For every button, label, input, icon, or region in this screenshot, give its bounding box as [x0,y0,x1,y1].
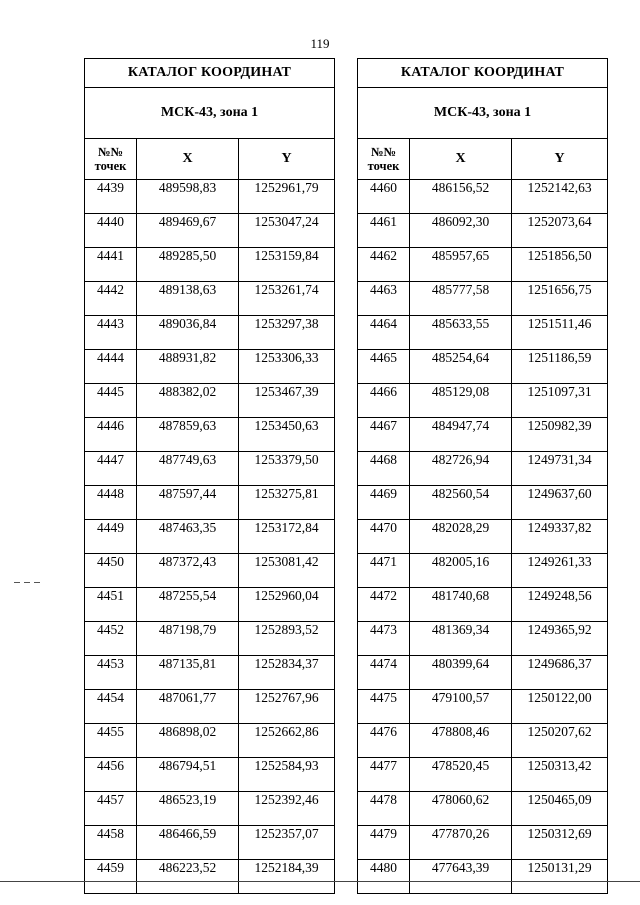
column-header-x: X [137,139,239,180]
y-coordinate-cell: 1251656,75 [512,282,608,316]
y-coordinate-cell: 1250312,69 [512,826,608,860]
point-number-cell: 4439 [85,180,137,214]
x-coordinate-cell: 485254,64 [410,350,512,384]
table-row [85,452,335,486]
table-row [85,520,335,554]
point-number-cell: 4461 [358,214,410,248]
y-coordinate-cell: 1249261,33 [512,554,608,588]
coordinate-catalog-right [357,58,608,894]
x-coordinate-cell: 489598,83 [137,180,239,214]
x-coordinate-cell: 488931,82 [137,350,239,384]
catalog-title: КАТАЛОГ КООРДИНАТ [85,59,335,88]
y-coordinate-cell: 1250982,39 [512,418,608,452]
table-row [358,554,608,588]
table-row [85,758,335,792]
table-row [358,418,608,452]
table-row [85,248,335,282]
x-coordinate-cell: 485129,08 [410,384,512,418]
point-number-cell: 4463 [358,282,410,316]
x-coordinate-cell: 478520,45 [410,758,512,792]
y-coordinate-cell: 1251097,31 [512,384,608,418]
y-coordinate-cell: 1252893,52 [239,622,335,656]
x-coordinate-cell: 482028,29 [410,520,512,554]
y-coordinate-cell: 1250465,09 [512,792,608,826]
x-coordinate-cell: 487255,54 [137,588,239,622]
table-row [85,622,335,656]
y-coordinate-cell: 1249686,37 [512,656,608,690]
point-number-cell: 4473 [358,622,410,656]
table-row [358,860,608,894]
x-coordinate-cell: 477643,39 [410,860,512,894]
table-row [85,724,335,758]
y-coordinate-cell: 1252073,64 [512,214,608,248]
table-row [85,554,335,588]
table-row [85,860,335,894]
y-coordinate-cell: 1249365,92 [512,622,608,656]
y-coordinate-cell: 1253081,42 [239,554,335,588]
table-row [358,350,608,384]
y-coordinate-cell: 1249248,56 [512,588,608,622]
point-number-cell: 4445 [85,384,137,418]
point-number-cell: 4450 [85,554,137,588]
y-coordinate-cell: 1253159,84 [239,248,335,282]
y-coordinate-cell: 1252960,04 [239,588,335,622]
point-number-cell: 4478 [358,792,410,826]
y-coordinate-cell: 1253379,50 [239,452,335,486]
x-coordinate-cell: 487597,44 [137,486,239,520]
y-coordinate-cell: 1252767,96 [239,690,335,724]
y-coordinate-cell: 1253047,24 [239,214,335,248]
column-header-points-label: точек [94,159,127,173]
y-coordinate-cell: 1252357,07 [239,826,335,860]
table-row [85,826,335,860]
point-number-cell: 4459 [85,860,137,894]
point-number-cell: 4446 [85,418,137,452]
point-number-cell: 4451 [85,588,137,622]
table-row [358,724,608,758]
coordinate-catalog-left [84,58,335,894]
column-header-y: Y [239,139,335,180]
table-row [85,316,335,350]
point-number-cell: 4441 [85,248,137,282]
table-row [85,214,335,248]
x-coordinate-cell: 478808,46 [410,724,512,758]
y-coordinate-cell: 1250122,00 [512,690,608,724]
y-coordinate-cell: 1253275,81 [239,486,335,520]
catalog-title: КАТАЛОГ КООРДИНАТ [358,59,608,88]
point-number-cell: 4480 [358,860,410,894]
point-number-cell: 4442 [85,282,137,316]
point-number-cell: 4453 [85,656,137,690]
table-row [358,452,608,486]
x-coordinate-cell: 486156,52 [410,180,512,214]
y-coordinate-cell: 1250207,62 [512,724,608,758]
point-number-cell: 4462 [358,248,410,282]
point-number-cell: 4449 [85,520,137,554]
point-number-cell: 4456 [85,758,137,792]
point-number-cell: 4475 [358,690,410,724]
x-coordinate-cell: 481369,34 [410,622,512,656]
table-row [85,282,335,316]
point-number-cell: 4452 [85,622,137,656]
x-coordinate-cell: 489036,84 [137,316,239,350]
y-coordinate-cell: 1249637,60 [512,486,608,520]
y-coordinate-cell: 1253261,74 [239,282,335,316]
column-header-point-number [85,139,137,180]
table-row [358,316,608,350]
y-coordinate-cell: 1251511,46 [512,316,608,350]
point-number-cell: 4466 [358,384,410,418]
point-number-cell: 4467 [358,418,410,452]
table-row [85,180,335,214]
table-row [358,282,608,316]
x-coordinate-cell: 482726,94 [410,452,512,486]
x-coordinate-cell: 477870,26 [410,826,512,860]
y-coordinate-cell: 1253172,84 [239,520,335,554]
y-coordinate-cell: 1252662,86 [239,724,335,758]
y-coordinate-cell: 1250131,29 [512,860,608,894]
x-coordinate-cell: 479100,57 [410,690,512,724]
point-number-cell: 4464 [358,316,410,350]
table-row [358,180,608,214]
y-coordinate-cell: 1253297,38 [239,316,335,350]
table-row [85,588,335,622]
column-header-points-label: точек [367,159,400,173]
point-number-cell: 4469 [358,486,410,520]
point-number-cell: 4477 [358,758,410,792]
x-coordinate-cell: 487372,43 [137,554,239,588]
column-header-number-sign: №№ [370,145,397,159]
x-coordinate-cell: 488382,02 [137,384,239,418]
point-number-cell: 4457 [85,792,137,826]
table-row [358,520,608,554]
x-coordinate-cell: 485957,65 [410,248,512,282]
point-number-cell: 4444 [85,350,137,384]
x-coordinate-cell: 480399,64 [410,656,512,690]
table-row [358,622,608,656]
point-number-cell: 4476 [358,724,410,758]
footer-rule [0,881,640,882]
point-number-cell: 4447 [85,452,137,486]
table-row [358,792,608,826]
y-coordinate-cell: 1252392,46 [239,792,335,826]
x-coordinate-cell: 486223,52 [137,860,239,894]
x-coordinate-cell: 487749,63 [137,452,239,486]
x-coordinate-cell: 486092,30 [410,214,512,248]
x-coordinate-cell: 486523,19 [137,792,239,826]
table-row [358,588,608,622]
point-number-cell: 4474 [358,656,410,690]
y-coordinate-cell: 1253467,39 [239,384,335,418]
x-coordinate-cell: 489469,67 [137,214,239,248]
page-number: 119 [310,36,330,51]
column-header-point-number [358,139,410,180]
table-row [358,758,608,792]
column-header-x: X [410,139,512,180]
x-coordinate-cell: 486466,59 [137,826,239,860]
table-row [85,486,335,520]
table-row [358,826,608,860]
point-number-cell: 4468 [358,452,410,486]
x-coordinate-cell: 489138,63 [137,282,239,316]
coordinate-system: МСК-43, зона 1 [85,88,335,139]
y-coordinate-cell: 1252184,39 [239,860,335,894]
x-coordinate-cell: 487859,63 [137,418,239,452]
table-row [358,656,608,690]
table-row [85,792,335,826]
point-number-cell: 4440 [85,214,137,248]
y-coordinate-cell: 1252961,79 [239,180,335,214]
y-coordinate-cell: 1250313,42 [512,758,608,792]
x-coordinate-cell: 486898,02 [137,724,239,758]
x-coordinate-cell: 487135,81 [137,656,239,690]
x-coordinate-cell: 487198,79 [137,622,239,656]
x-coordinate-cell: 487463,35 [137,520,239,554]
y-coordinate-cell: 1249731,34 [512,452,608,486]
point-number-cell: 4472 [358,588,410,622]
column-header-number-sign: №№ [97,145,124,159]
x-coordinate-cell: 487061,77 [137,690,239,724]
x-coordinate-cell: 485777,58 [410,282,512,316]
table-row [358,690,608,724]
table-row [358,384,608,418]
column-header-y: Y [512,139,608,180]
point-number-cell: 4454 [85,690,137,724]
point-number-cell: 4458 [85,826,137,860]
point-number-cell: 4455 [85,724,137,758]
table-row [358,248,608,282]
y-coordinate-cell: 1251186,59 [512,350,608,384]
point-number-cell: 4460 [358,180,410,214]
table-row [85,690,335,724]
x-coordinate-cell: 485633,55 [410,316,512,350]
x-coordinate-cell: 482005,16 [410,554,512,588]
y-coordinate-cell: 1252834,37 [239,656,335,690]
point-number-cell: 4443 [85,316,137,350]
x-coordinate-cell: 478060,62 [410,792,512,826]
table-row [85,384,335,418]
x-coordinate-cell: 482560,54 [410,486,512,520]
point-number-cell: 4448 [85,486,137,520]
y-coordinate-cell: 1252142,63 [512,180,608,214]
table-row [85,350,335,384]
point-number-cell: 4471 [358,554,410,588]
point-number-cell: 4479 [358,826,410,860]
table-row [85,418,335,452]
table-row [358,214,608,248]
y-coordinate-cell: 1251856,50 [512,248,608,282]
y-coordinate-cell: 1249337,82 [512,520,608,554]
y-coordinate-cell: 1253450,63 [239,418,335,452]
y-coordinate-cell: 1253306,33 [239,350,335,384]
x-coordinate-cell: 484947,74 [410,418,512,452]
y-coordinate-cell: 1252584,93 [239,758,335,792]
x-coordinate-cell: 481740,68 [410,588,512,622]
table-row [85,656,335,690]
coordinate-system: МСК-43, зона 1 [358,88,608,139]
x-coordinate-cell: 486794,51 [137,758,239,792]
point-number-cell: 4465 [358,350,410,384]
x-coordinate-cell: 489285,50 [137,248,239,282]
table-row [358,486,608,520]
scan-artifact-dashes [14,573,50,575]
point-number-cell: 4470 [358,520,410,554]
